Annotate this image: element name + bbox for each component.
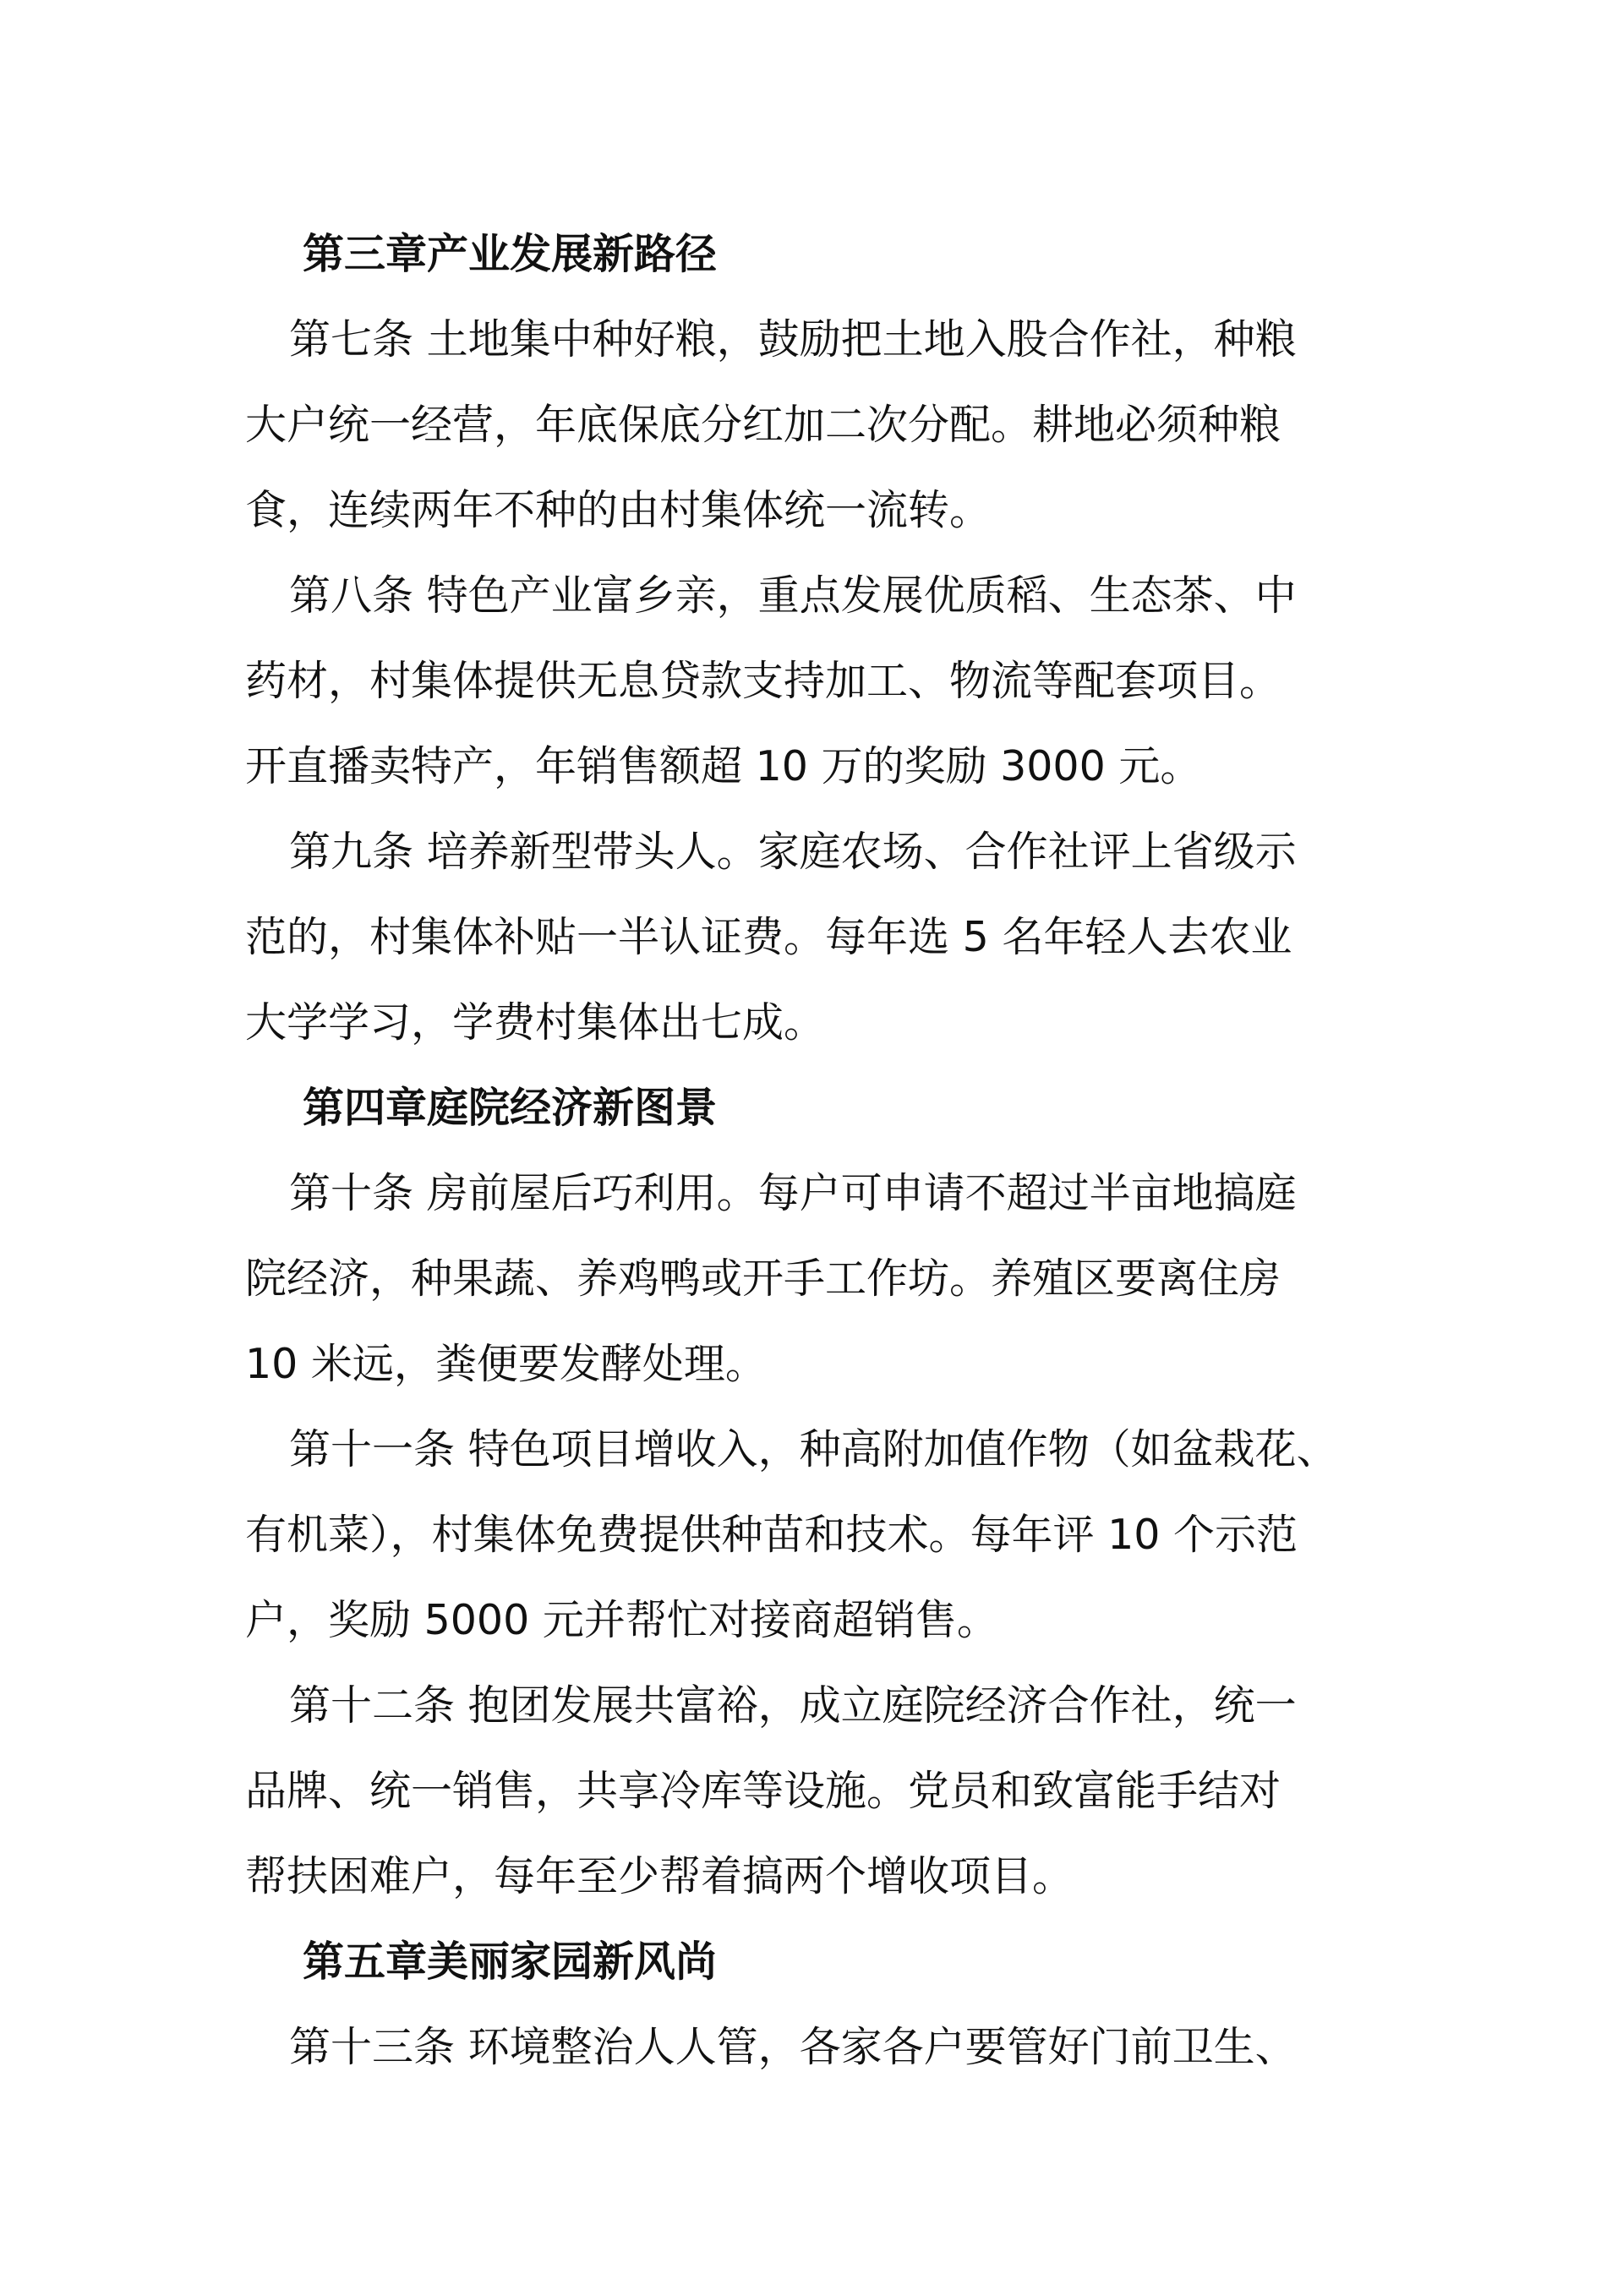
text-line: 第十二条 抱团发展共富裕，成立庭院经济合作社，统一	[289, 1681, 1297, 1730]
article-9	[245, 809, 1403, 1065]
text-line: 药材，村集体提供无息贷款支持加工、物流等配套项目。	[245, 657, 1281, 705]
text-line: 大学学习，学费村集体出七成。	[245, 998, 826, 1047]
text-line: 第七条 土地集中种好粮，鼓励把土地入股合作社，种粮	[289, 315, 1297, 364]
text-line: 范的，村集体补贴一半认证费。每年选 5 名年轻人去农业	[245, 913, 1292, 961]
text-line: 帮扶困难户，每年至少帮着搞两个增收项目。	[245, 1852, 1074, 1900]
text-line: 品牌、统一销售，共享冷库等设施。党员和致富能手结对	[245, 1767, 1281, 1815]
article-10	[245, 1151, 1403, 1407]
article-7	[245, 297, 1403, 553]
chapter-heading: 第五章美丽家园新风尚	[303, 1938, 718, 1986]
text-line: 10 米远，粪便要发酵处理。	[245, 1340, 767, 1388]
text-line: 食，连续两年不种的由村集体统一流转。	[245, 486, 992, 534]
article-8	[245, 553, 1403, 809]
article-11	[245, 1407, 1403, 1663]
text-line: 大户统一经营，年底保底分红加二次分配。耕地必须种粮	[245, 401, 1281, 449]
chapter-heading: 第四章庭院经济新图景	[303, 1084, 718, 1132]
text-line: 第八条 特色产业富乡亲，重点发展优质稻、生态茶、中	[289, 571, 1297, 620]
text-line: 户，奖励 5000 元并帮忙对接商超销售。	[245, 1596, 998, 1644]
text-line: 开直播卖特产，年销售额超 10 万的奖励 3000 元。	[245, 742, 1202, 790]
article-12	[245, 1663, 1403, 1919]
chapter-heading: 第三章产业发展新路径	[303, 230, 718, 278]
text-line: 第十三条 环境整治人人管，各家各户要管好门前卫生、	[289, 2023, 1297, 2071]
text-line: 院经济，种果蔬、养鸡鸭或开手工作坊。养殖区要离住房	[245, 1255, 1281, 1303]
document-page	[245, 211, 1403, 2090]
text-line: 第十一条 特色项目增收入，种高附加值作物（如盆栽花、	[289, 1425, 1338, 1473]
text-line: 有机菜），村集体免费提供种苗和技术。每年评 10 个示范	[245, 1511, 1298, 1559]
article-13	[245, 2004, 1403, 2090]
text-line: 第十条 房前屋后巧利用。每户可申请不超过半亩地搞庭	[289, 1169, 1297, 1217]
text-line: 第九条 培养新型带头人。家庭农场、合作社评上省级示	[289, 828, 1297, 876]
